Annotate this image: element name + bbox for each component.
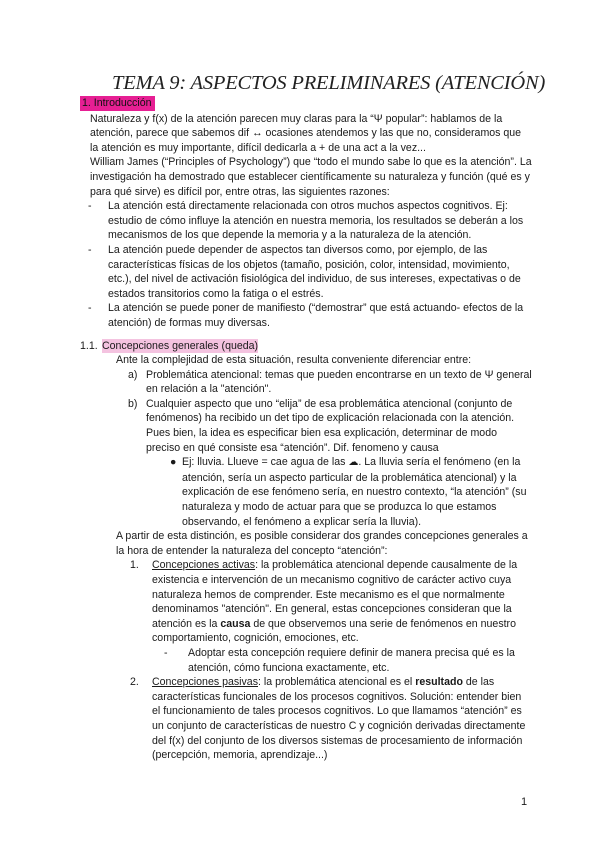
dash-marker: - xyxy=(88,243,92,256)
alpha-item xyxy=(80,397,532,455)
subsection-heading xyxy=(80,339,532,354)
alpha-text: Problemática atencional: temas que pueden encontrarse en un texto de Ψ general en relación a la "atención". xyxy=(146,368,532,396)
passive-label: Concepciones pasivas xyxy=(152,676,258,689)
reason-text: La atención está directamente relacionada con otros muchos aspectos cognitivos. Ej: estudio de cómo influye la atención en nuestra memoria, los resultados se deberán a los mecanismos de los que depende la memoria y a la naturaleza de la atención. xyxy=(108,200,524,242)
active-text-a: : la problemática atencional depende causalmente de la existencia e intervención de un mecanismo cognitivo de carácter activo cuya naturaleza hemos de comprender. Este mecanismo es el que normalmente denominamos "atención". En general, estas concepciones consideran que la atención es la xyxy=(152,559,518,630)
subsection-number: 1.1. xyxy=(80,339,98,352)
document-body xyxy=(80,96,532,763)
subsection-title: Concepciones generales (queda) xyxy=(102,339,259,352)
reason-text: La atención se puede poner de manifiesto (“demostrar” que está actuando- efectos de la atención) de formas muy diversas. xyxy=(108,302,524,329)
dash-marker: - xyxy=(164,646,168,659)
active-text-b: de que observemos una serie de fenómenos en nuestro comportamiento, cognición, emociones, etc. xyxy=(152,617,516,645)
reason-item xyxy=(80,301,532,330)
reason-text: La atención puede depender de aspectos tan diversos como, por ejemplo, de las características físicas de los objetos (tamaño, posición, color, intensidad, movimiento, etc.), del nivel de activación fisiológica del individuo, de sus intereses, expectativas o de estados transitorios como la fatiga o el estrés. xyxy=(108,243,521,300)
example-text-post: . La lluvia sería el fenómeno (en la atención, sería un aspecto particular de la problemática atencional) y la explicación de ese fenómeno sería, en nuestro contexto, “la atención” (su naturaleza y modo de actuar para que se produzca lo que estamos observando, el fenómeno a explicar sería la lluvia). xyxy=(182,456,527,528)
intro-paragraph-2: William James (“Principles of Psychology”) que “todo el mundo sabe lo que es la atención”. La investigación ha demostrado que establecer científicamente su naturaleza y función (qué es y para qué sirve) es difícil por, entre otras, las siguientes razones: xyxy=(90,156,532,198)
active-conceptions-item xyxy=(80,558,532,646)
cloud-icon: ☁ xyxy=(348,457,359,469)
passive-text-b: de las características funcionales de los procesos cognitivos. Solución: entender bien el funcionamiento de tales procesos cognitivos. Lo que llamamos “atención” es un conjunto de características de nuestro C y cognición derivadas directamente del f(x) del conjunto de los diversos sistemas de procesamiento de información (percepción, memoria, aprendizaje...) xyxy=(152,676,526,762)
dash-marker: - xyxy=(88,302,92,315)
distinction-paragraph: A partir de esta distinción, es posible considerar dos grandes concepciones generales a la hora de entender la naturaleza del concepto “atención”: xyxy=(116,530,528,557)
numbered-marker: 1. xyxy=(130,559,139,572)
alpha-text: Cualquier aspecto que uno “elija” de esa problemática atencional (conjunto de fenómenos) ha recibido un det tipo de explicación relacionada con la atención. Pues bien, la idea es especificar bien esa explicación, determinar de modo preciso en qué consiste esa “atención”. Dif. fenomeno y causa xyxy=(146,397,515,454)
page-number: 1 xyxy=(521,796,528,808)
active-label: Concepciones activas xyxy=(152,559,256,572)
passive-text-a: : la problemática atencional es el xyxy=(258,676,416,689)
section-heading xyxy=(80,96,532,111)
reason-item xyxy=(80,199,532,243)
section-heading-text: 1. Introducción xyxy=(80,96,155,111)
active-sub-text: Adoptar esta concepción requiere definir de manera precisa qué es la atención, cómo funciona exactamente, etc. xyxy=(188,646,515,674)
dash-marker: - xyxy=(88,200,92,213)
example-text-pre: Ej: lluvia. Llueve = cae agua de las xyxy=(182,456,346,469)
alpha-marker: a) xyxy=(128,368,138,381)
alpha-marker: b) xyxy=(128,397,138,410)
example-bullet xyxy=(80,455,532,529)
complexity-intro: Ante la complejidad de esta situación, resulta conveniente diferenciar entre: xyxy=(116,354,472,367)
passive-conceptions-item xyxy=(80,675,532,763)
reason-item xyxy=(80,243,532,301)
bullet-marker: ● xyxy=(170,456,177,469)
intro-paragraph-1: Naturaleza y f(x) de la atención parecen muy claras para la “Ψ popular”: hablamos de la atención, parece que sabemos dif ↔ ocasiones atendemos y las que no, consideramos que la atención es muy importante, difícil dedicarla a + de una act a la vez... xyxy=(90,112,522,154)
alpha-item xyxy=(80,368,532,397)
passive-bold-term: resultado xyxy=(415,676,463,689)
page-title: TEMA 9: ASPECTOS PRELIMINARES (ATENCIÓN) xyxy=(112,72,546,94)
active-bold-term: causa xyxy=(220,617,251,630)
active-sub-item xyxy=(80,646,532,675)
numbered-marker: 2. xyxy=(130,676,139,689)
